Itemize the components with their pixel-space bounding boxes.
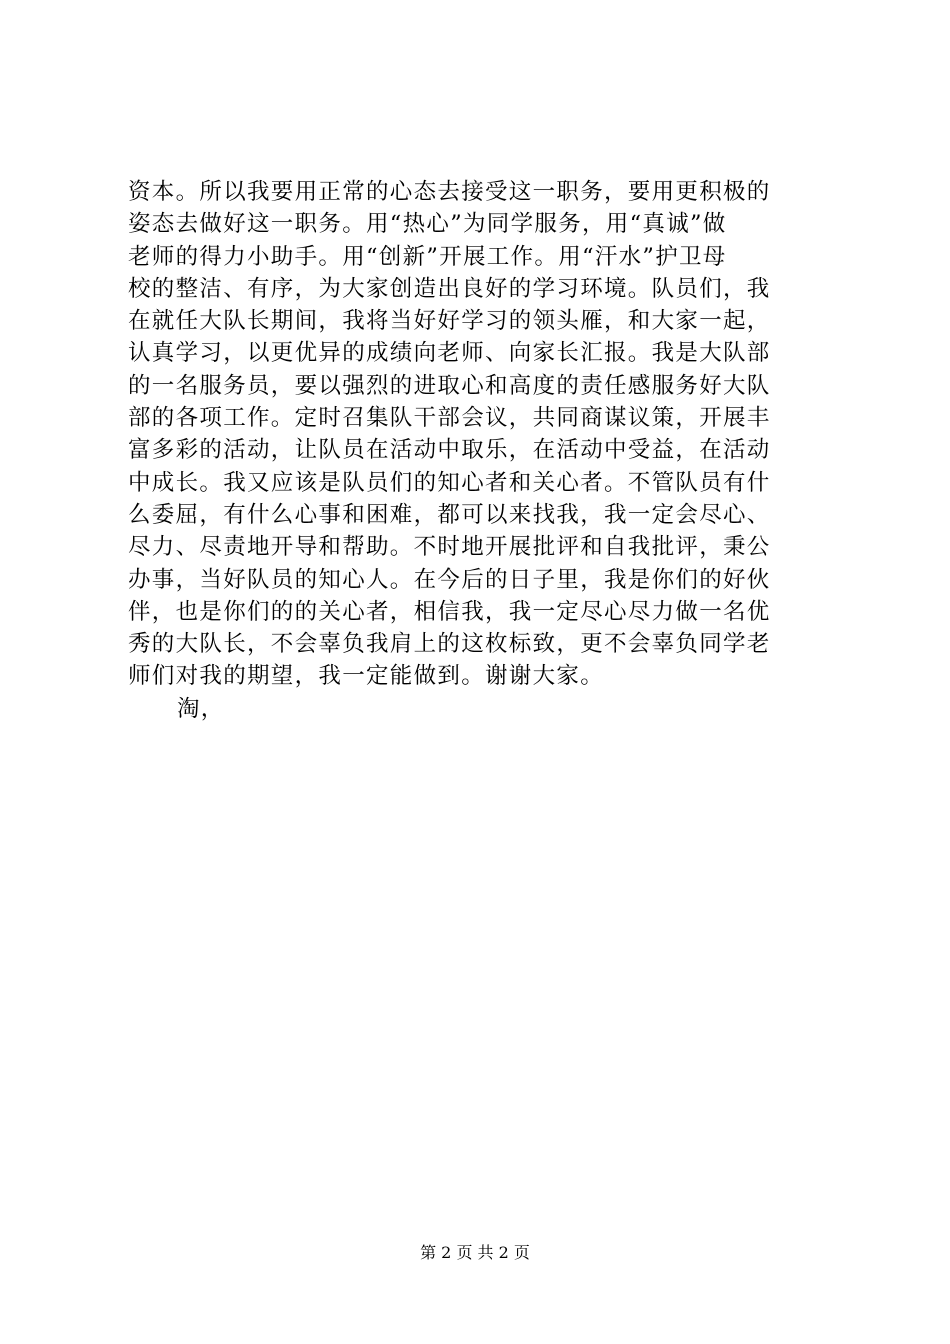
closing-line: 淘， — [177, 696, 225, 722]
text-line: 富多彩的活动，让队员在活动中取乐，在活动中受益，在活动 — [128, 437, 771, 464]
page-footer: 第 2 页 共 2 页 — [420, 1243, 530, 1262]
text-line: 尽力、尽责地开导和帮助。不时地开展批评和自我批评，秉公 — [128, 534, 771, 561]
text-line: 伴，也是你们的的关心者，相信我，我一定尽心尽力做一名优 — [128, 598, 771, 625]
text-line: 师们对我的期望，我一定能做到。谢谢大家。 — [128, 663, 605, 690]
body-paragraph — [128, 176, 840, 693]
text-line: 姿态去做好这一职务。用“热心”为同学服务，用“真诚”做 — [128, 211, 727, 238]
text-line: 校的整洁、有序，为大家创造出良好的学习环境。队员们，我 — [128, 275, 771, 302]
text-line: 中成长。我又应该是队员们的知心者和关心者。不管队员有什 — [128, 469, 771, 496]
text-line: 老师的得力小助手。用“创新”开展工作。用“汗水”护卫母 — [128, 243, 727, 270]
text-line: 部的各项工作。定时召集队干部会议，共同商谋议策，开展丰 — [128, 405, 771, 432]
text-line: 资本。所以我要用正常的心态去接受这一职务，要用更积极的 — [128, 179, 771, 205]
text-line: 秀的大队长，不会辜负我肩上的这枚标致，更不会辜负同学老 — [128, 631, 771, 658]
text-line: 么委屈，有什么心事和困难，都可以来找我，我一定会尽心、 — [128, 501, 771, 528]
text-line: 认真学习，以更优异的成绩向老师、向家长汇报。我是大队部 — [128, 340, 771, 367]
text-line: 的一名服务员，要以强烈的进取心和高度的责任感服务好大队 — [128, 372, 771, 399]
text-line: 办事，当好队员的知心人。在今后的日子里，我是你们的好伙 — [128, 566, 771, 593]
text-line: 在就任大队长期间，我将当好好学习的领头雁，和大家一起， — [128, 308, 771, 335]
